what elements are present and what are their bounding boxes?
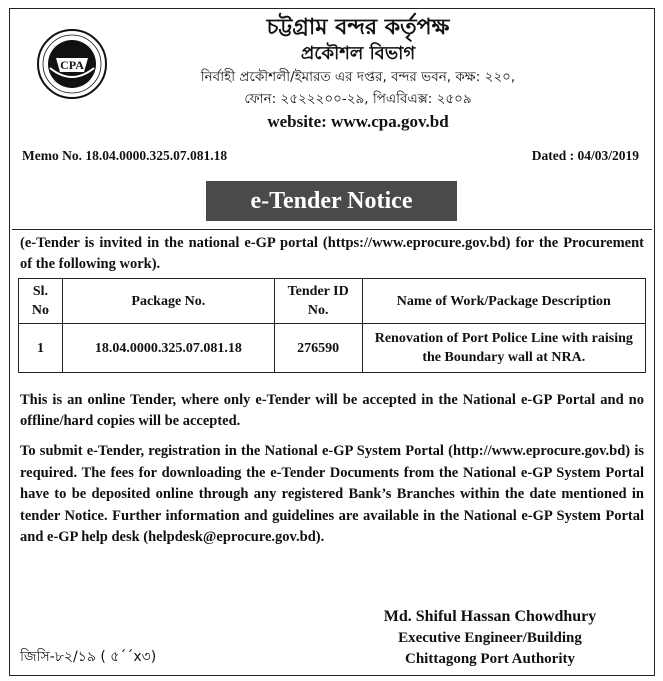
col-header-package: Package No. — [62, 279, 274, 324]
notice-title: e-Tender Notice — [206, 181, 457, 221]
divider — [12, 229, 652, 230]
website-line: website: www.cpa.gov.bd — [267, 112, 449, 131]
signatory-name: Md. Shiful Hassan Chowdhury — [383, 608, 597, 625]
memo-number: Memo No. 18.04.0000.325.07.081.18 — [22, 148, 228, 163]
memo-date: Dated : 04/03/2019 — [531, 148, 639, 163]
gd-reference: জিসি-৮২/১৯ ( ৫´´x৩) — [20, 649, 157, 665]
tender-table — [18, 278, 646, 373]
cell-sl: 1 — [19, 324, 63, 373]
online-tender-paragraph: This is an online Tender, where only e-Tender will be accepted in the National e-GP Portal and no offline/hard copies will be accepted. — [20, 392, 644, 429]
signature-block — [340, 606, 640, 670]
office-address: নির্বাহী প্রকৌশলী/ইমারত এর দপ্তর, বন্দর ভবন, কক্ষ: ২২০, — [200, 69, 516, 85]
department-name: প্রকৌশল বিভাগ — [300, 43, 416, 64]
cell-work: Renovation of Port Police Line with raising the Boundary wall at NRA. — [362, 324, 645, 373]
cell-tender-id: 276590 — [274, 324, 362, 373]
table-row — [19, 324, 646, 373]
table-header-row — [19, 279, 646, 324]
submission-paragraph: To submit e-Tender, registration in the National e-GP System Portal (http://www.eprocure.gov.bd) is required. The fees for downloading the e-Tender Documents from the National e-GP System Portal have to be deposited online through any registered Bank’s Branches within the date mentioned in tender Notice. Further information and guidelines are available in the National e-GP System Portal and e-GP help desk (helpdesk@eprocure.gov.bd). — [20, 443, 644, 545]
col-header-work: Name of Work/Package Description — [362, 279, 645, 324]
cell-package: 18.04.0000.325.07.081.18 — [62, 324, 274, 373]
col-header-sl: Sl. No — [19, 279, 63, 324]
org-name: চট্টগ্রাম বন্দর কর্তৃপক্ষ — [266, 15, 450, 40]
signatory-title: Executive Engineer/Building — [398, 630, 582, 646]
intro-text: (e-Tender is invited in the national e-GP portal (https://www.eprocure.gov.bd) for the Procurement of the following work). — [20, 235, 644, 272]
cpa-logo — [36, 28, 108, 100]
col-header-tender-id: Tender ID No. — [274, 279, 362, 324]
letterhead — [108, 12, 608, 134]
signatory-org: Chittagong Port Authority — [405, 651, 575, 667]
svg-text:CPA: CPA — [60, 58, 84, 72]
phone-line: ফোন: ২৫২২২০০-২৯, পিএবিএক্স: ২৫০৯ — [244, 91, 472, 107]
